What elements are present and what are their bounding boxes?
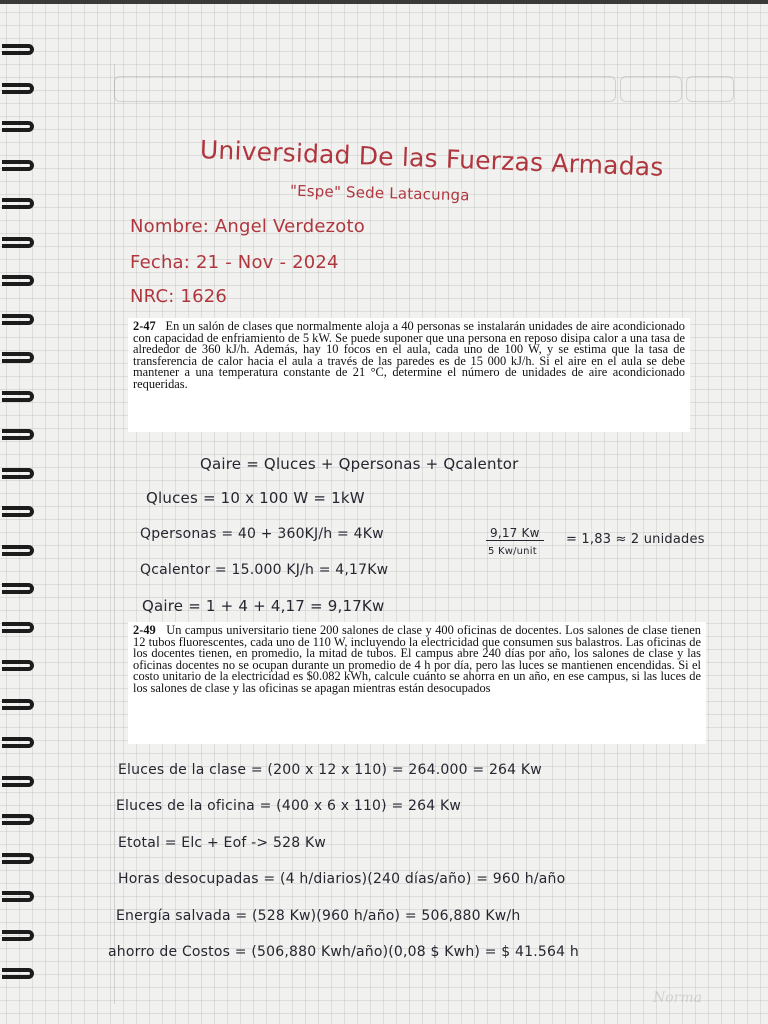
problem-2-47 — [128, 318, 690, 432]
date-line: Fecha: 21 - Nov - 2024 — [130, 252, 339, 273]
units-result: = 1,83 ≈ 2 unidades — [566, 532, 705, 547]
q-aire: Qaire = 1 + 4 + 4,17 = 9,17Kw — [142, 597, 385, 615]
problem-2-49 — [128, 622, 706, 744]
problem-number: 2-47 — [133, 319, 156, 333]
university-title: Universidad De las Fuerzas Armadas — [199, 135, 665, 182]
spiral-ring — [2, 314, 34, 325]
campus-subtitle: "Espe" Sede Latacunga — [289, 181, 470, 205]
spiral-ring — [2, 814, 34, 825]
energy-classrooms: Eluces de la clase = (200 x 12 x 110) = 264.000 = 264 Kw — [118, 762, 542, 778]
spiral-ring — [2, 930, 34, 941]
spiral-ring — [2, 737, 34, 748]
q-luces: Qluces = 10 x 100 W = 1kW — [146, 489, 365, 507]
problem-text: Un campus universitario tiene 200 salones de clase y 400 oficinas de docentes. Los salones de clase tienen 12 tubos fluorescentes, cada uno de 110 W, incluyendo la electricidad que consumen sus balastros. Las oficinas de los docentes tienen, en promedio, la mitad de tubos. El campus abre 240 días por año, los salones de clase y las oficinas docentes no se ocupan durante un promedio de 4 h por día, pero las luces se mantienen encendidas. Si el costo unitario de la electricidad es $0.082 kWh, calcule cuánto se ahorra en un año, en ese campus, si las luces de los salones de clase y las oficinas se apagan mientras están desocupados — [133, 623, 702, 695]
spiral-ring — [2, 545, 34, 556]
spiral-ring — [2, 352, 34, 363]
spiral-ring — [2, 429, 34, 440]
spiral-ring — [2, 968, 34, 979]
nrc-line: NRC: 1626 — [130, 286, 228, 307]
cost-savings: ahorro de Costos = (506,880 Kwh/año)(0,08 $ Kwh) = $ 41.564 h — [108, 944, 579, 960]
spiral-ring — [2, 83, 34, 94]
student-name: Nombre: Angel Verdezoto — [130, 216, 365, 237]
margin-line — [114, 64, 115, 1004]
spiral-ring — [2, 506, 34, 517]
header-box-date — [620, 76, 682, 102]
spiral-ring — [2, 198, 34, 209]
energy-saved: Energía salvada = (528 Kw)(960 h/año) = 506,880 Kw/h — [116, 908, 521, 924]
spiral-ring — [2, 853, 34, 864]
spiral-ring — [2, 468, 34, 479]
spiral-ring — [2, 660, 34, 671]
energy-offices: Eluces de la oficina = (400 x 6 x 110) = 264 Kw — [116, 798, 462, 814]
header-box-page — [686, 76, 734, 102]
spiral-ring — [2, 275, 34, 286]
q-calentor: Qcalentor = 15.000 KJ/h = 4,17Kw — [140, 562, 389, 578]
notebook-watermark: Norma — [653, 990, 702, 1006]
header-box — [114, 76, 616, 102]
spiral-ring — [2, 44, 34, 55]
energy-balance-equation: Qaire = Qluces + Qpersonas + Qcalentor — [200, 455, 519, 473]
spiral-ring — [2, 391, 34, 402]
spiral-ring — [2, 622, 34, 633]
energy-total: Etotal = Elc + Eof -> 528 Kw — [118, 835, 326, 851]
spiral-ring — [2, 776, 34, 787]
spiral-ring — [2, 891, 34, 902]
q-personas: Qpersonas = 40 + 360KJ/h = 4Kw — [140, 526, 384, 542]
fraction-numerator: 9,17 Kw — [486, 526, 544, 541]
problem-text: En un salón de clases que normalmente aloja a 40 personas se instalarán unidades de aire acondicionado con capacidad de enfriamiento de 5 kW. Se puede suponer que una persona en reposo disipa calor a una tasa de alrededor de 360 kJ/h. Además, hay 10 focos en el aula, cada uno de 100 W, y se estima que la tasa de transferencia de calor hacia el aula a través de las paredes es de 15 000 kJ/h. Si el aire en el aula se debe mantener a una temperatura constante de 21 °C, determine el número de unidades de aire acondicionado requeridas. — [133, 319, 685, 391]
spiral-ring — [2, 121, 34, 132]
spiral-ring — [2, 160, 34, 171]
fraction-denominator: 5 Kw/unit — [488, 546, 537, 557]
spiral-ring — [2, 583, 34, 594]
spiral-ring — [2, 237, 34, 248]
spiral-ring — [2, 699, 34, 710]
unoccupied-hours: Horas desocupadas = (4 h/diarios)(240 días/año) = 960 h/año — [118, 871, 566, 887]
problem-number: 2-49 — [133, 623, 156, 637]
